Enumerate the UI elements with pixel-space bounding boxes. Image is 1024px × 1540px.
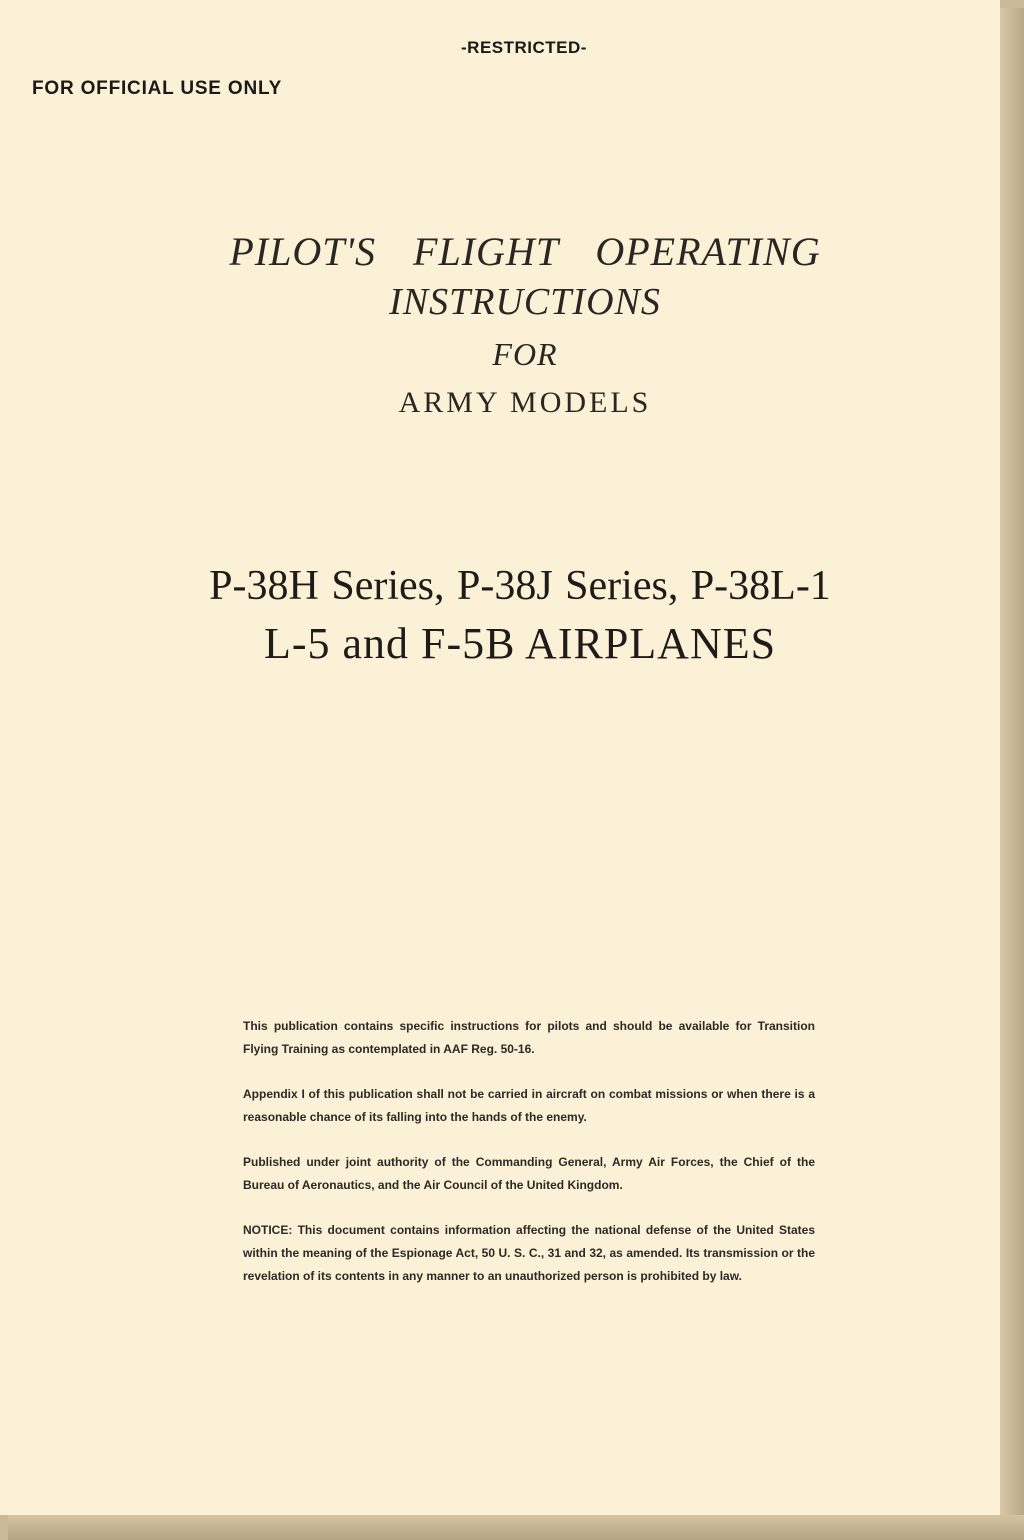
official-use-marking: FOR OFFICIAL USE ONLY (32, 78, 283, 99)
notice-block (243, 1015, 815, 1310)
page-edge-bottom (8, 1515, 1024, 1540)
notice-paragraph-espionage: NOTICE: This document contains information affecting the national defense of the United States within the meaning of the Espionage Act, 50 U. S. C., 31 and 32, as amended. Its transmission or the revelation of its contents in any manner to an unauthorized person is prohibited by law. (243, 1223, 815, 1283)
notice-paragraph-training: This publication contains specific instructions for pilots and should be available for Transition Flying Training as contemplated in AAF Reg. 50-16. (243, 1019, 815, 1056)
title-line-1: PILOT'S FLIGHT OPERATING (229, 229, 821, 274)
title-line-2: INSTRUCTIONS (389, 281, 661, 323)
models-line-1: P-38H Series, P-38J Series, P-38L-1 (209, 563, 831, 609)
restricted-marking: -RESTRICTED- (461, 38, 587, 57)
notice-paragraph-appendix: Appendix I of this publication shall not be carried in aircraft on combat missions or when there is a reasonable chance of its falling into the hands of the enemy. (243, 1087, 815, 1124)
page-edge-right (1000, 8, 1024, 1540)
models-line-2: L-5 and F-5B AIRPLANES (263, 619, 777, 668)
title-line-3: FOR (492, 336, 558, 372)
notice-paragraph-authority: Published under joint authority of the Commanding General, Army Air Forces, the Chief of the Bureau of Aeronautics, and the Air Council of the United Kingdom. (243, 1155, 815, 1192)
title-line-4: ARMY MODELS (398, 386, 652, 419)
